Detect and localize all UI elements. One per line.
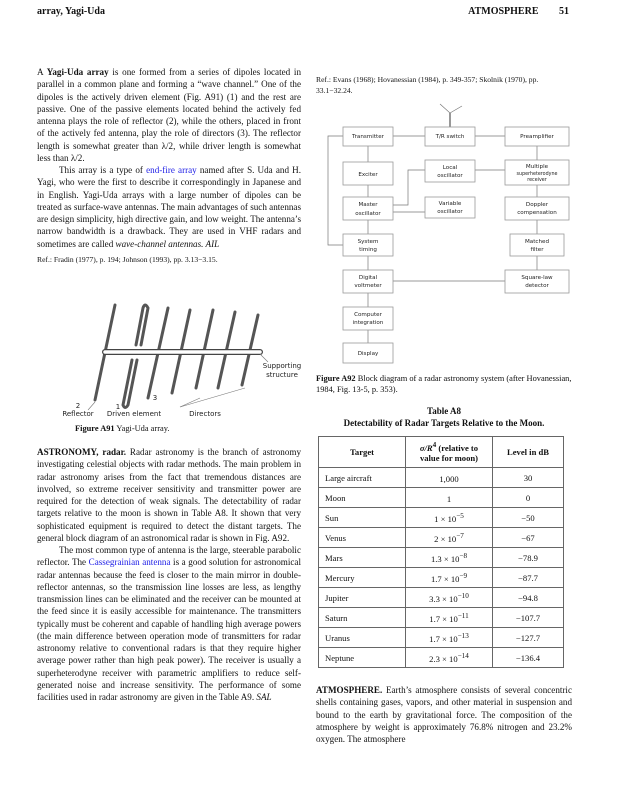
label-1: 1	[115, 403, 121, 411]
block-label: Doppler	[525, 202, 549, 208]
block-computer-integration	[343, 307, 393, 330]
ratio-mantissa: 3.3 × 10	[429, 593, 458, 604]
table-subtitle: Detectability of Radar Targets Relative to the Moon.	[343, 418, 545, 428]
cell-ratio	[406, 588, 493, 608]
ratio-mantissa: 2.3 × 10	[429, 653, 458, 664]
cell-level: −136.4	[493, 648, 564, 668]
block-label: System	[357, 239, 379, 245]
table-row	[319, 568, 564, 588]
block-label: oscillator	[437, 209, 463, 215]
ratio-exponent: −11	[457, 611, 469, 620]
text: Earth’s atmosphere consists of several concentric shells containing gases, vapors, and other material in suspension and bound to the earth by gravitational force. The composition of the atmosphere by weight is approximately 76.8% nitrogen and 23.2% oxygen. The atmosphere	[316, 685, 572, 744]
block-doppler-compensation	[505, 197, 569, 220]
table-row	[319, 528, 564, 548]
reference: Ref.: Fradin (1977), p. 194; Johnson (1993), pp. 3.13−3.15.	[37, 254, 218, 264]
cell-target: Venus	[319, 528, 406, 548]
block-label: Transmitter	[352, 134, 384, 140]
cell-target: Uranus	[319, 628, 406, 648]
table-row	[319, 548, 564, 568]
label-directors: Directors	[189, 410, 221, 418]
table-row	[319, 508, 564, 528]
cell-target: Mercury	[319, 568, 406, 588]
header-target: Target	[319, 437, 406, 468]
block-label: Multiple	[525, 164, 549, 170]
text: This array is a type of	[59, 165, 147, 175]
ratio-mantissa: 1	[446, 493, 452, 504]
table-row	[319, 588, 564, 608]
block-label: Digital	[358, 275, 378, 281]
label-structure: structure	[266, 371, 298, 379]
block-label: filter	[530, 247, 544, 253]
ratio-exponent: −5	[456, 511, 464, 520]
block-label: timing	[359, 247, 377, 253]
ratio-mantissa: 1.7 × 10	[429, 613, 458, 624]
ratio-mantissa: 1 × 10	[434, 513, 457, 524]
cell-ratio	[406, 528, 493, 548]
figure-a92-caption	[316, 373, 572, 395]
cell-target: Saturn	[319, 608, 406, 628]
label-3: 3	[152, 394, 158, 402]
reference: Ref.: Evans (1968); Hovanessian (1984), p. 349-357; Skolnik (1970), pp. 33.1−32.24.	[316, 75, 539, 95]
header-ratio	[406, 437, 493, 468]
block-label: Preamplifier	[520, 134, 554, 140]
text: is a good solution for astronomical radar antennas because the feed is closer to the main mirror in double-reflector antennas, so the transmission line losses are less, as lengthy transmission lines can be eliminated and the receiver can be mounted at the feed since it is easily accessible for maintenance. The transmitters typically must be coherent and capable of handling high average powers (the main difference between operation mode of transmitters for radar astronomy relative to conventional radars is that they require higher average power rather than high peak power). The receiver is usually a superheterodyne receiver with parametric amplifiers to reduce self-generated noise and increase sensitivity. The performance of some facilities used in radar astronomy are given in the Table A9.	[37, 557, 301, 702]
cell-level: −107.7	[493, 608, 564, 628]
entry-term: ATMOSPHERE.	[316, 685, 383, 695]
header-level: Level in dB	[493, 437, 564, 468]
cell-level: −78.9	[493, 548, 564, 568]
ratio-label: (relative to value for moon)	[419, 442, 479, 464]
ratio-exponent: −10	[457, 591, 469, 600]
cell-level: −67	[493, 528, 564, 548]
label-reflector: Reflector	[62, 410, 94, 418]
caption-text: Block diagram of a radar astronomy system (after Hovanessian, 1984, Fig. 13-5, p. 353).	[316, 374, 572, 394]
table-header-row	[319, 437, 564, 468]
text: Radar astronomy is the branch of astronomy investigating celestial objects with radar methods. The main problem in radar astronomy arises from the fact that tremendous distances are involved, so extreme receiver sensitivity and transmitter power are required for the detection of weak signals. The detectability of radar targets relative to the moon is shown in Table A8. It shown that very sophisticated equipment is required to detect the distant targets. The general block diagram of an astronomical radar is shown in Fig. A92.	[37, 447, 301, 543]
caption-number: Figure A91	[75, 424, 115, 433]
cell-ratio	[406, 508, 493, 528]
ratio-exponent: −14	[457, 651, 469, 660]
block-label: Variable	[438, 201, 462, 207]
table-row	[319, 648, 564, 668]
block-label: Matched	[524, 239, 550, 245]
ratio-exponent: −13	[457, 631, 469, 640]
antenna-icon	[440, 104, 462, 127]
author-initials: SAL	[256, 692, 272, 702]
label-2: 2	[75, 402, 81, 410]
radar-block-diagram	[0, 0, 617, 380]
cell-level: 0	[493, 488, 564, 508]
text: is one formed from a series of dipoles located in parallel in a common plane and forming a “wave channel.” One of the dipoles is the actively driven element (Fig. A91) (1) and the rest are passive. One of the passive elements located behind the actively fed antenna plays the role of reflector (2), while the others, placed in front of the actively fed antenna, play the role of directors (3). The reflector length is somewhat greater than λ/2, while driver length is somewhat less than λ/2.	[37, 67, 301, 163]
ratio-mantissa: 1,000	[439, 473, 459, 484]
ratio-exponent: −8	[459, 551, 468, 560]
ratio-mantissa: 2 × 10	[434, 533, 457, 544]
table-title-block	[316, 405, 572, 429]
ratio-exponent: 4	[432, 440, 437, 449]
cell-ratio	[406, 628, 493, 648]
astronomy-entry	[37, 446, 301, 703]
block-label: Exciter	[358, 172, 378, 178]
figure-a91-caption	[75, 423, 169, 434]
cell-ratio	[406, 488, 493, 508]
cell-ratio	[406, 608, 493, 628]
detectability-table	[318, 436, 564, 668]
cell-ratio	[406, 568, 493, 588]
block-label: Display	[357, 351, 379, 357]
cell-level: −127.7	[493, 628, 564, 648]
text: A	[37, 67, 47, 77]
block-label: oscillator	[355, 211, 381, 217]
label-supporting: Supporting	[262, 362, 302, 370]
cell-level: −94.8	[493, 588, 564, 608]
running-header-title: ATMOSPHERE	[468, 6, 539, 17]
block-label: T/R switch	[435, 134, 465, 140]
cassegrainian-antenna-link[interactable]: Cassegrainian antenna	[88, 557, 171, 568]
table-row	[319, 628, 564, 648]
page-number: 51	[559, 6, 569, 17]
cell-target: Large aircraft	[319, 468, 406, 488]
running-header-left: array, Yagi-Uda	[37, 6, 105, 17]
table-row	[319, 468, 564, 488]
block-digital-voltmeter	[343, 270, 393, 293]
ratio-mantissa: 1.7 × 10	[429, 633, 458, 644]
block-label: superheterodyne	[516, 172, 558, 177]
cell-level: −50	[493, 508, 564, 528]
ratio-exponent: −9	[459, 571, 468, 580]
ratio-symbol: σ/R	[419, 442, 433, 453]
cell-level: 30	[493, 468, 564, 488]
block-label: Computer	[354, 312, 382, 318]
table-row	[319, 488, 564, 508]
block-label: oscillator	[437, 173, 463, 179]
block-label: integration	[352, 320, 384, 326]
cell-target: Sun	[319, 508, 406, 528]
block-label: Local	[442, 165, 458, 171]
label-driven-element: Driven element	[106, 410, 162, 418]
ratio-exponent: −7	[456, 531, 464, 540]
ratio-mantissa: 1.7 × 10	[430, 573, 460, 584]
text: The most common type of antenna is the large, steerable parabolic reflector. The	[37, 545, 301, 568]
table-title: Table A8	[427, 406, 461, 416]
block-label: Square-law	[521, 275, 553, 281]
author-initials: wave-channel antennas. AIL	[115, 238, 220, 249]
cell-ratio	[406, 648, 493, 668]
cell-level: −87.7	[493, 568, 564, 588]
entry-term: ASTRONOMY, radar.	[37, 447, 127, 457]
caption-number: Figure A92	[316, 374, 356, 383]
block-label: voltmeter	[354, 283, 382, 289]
entry-term: Yagi-Uda array	[46, 67, 109, 77]
cell-target: Moon	[319, 488, 406, 508]
end-fire-array-link[interactable]: end-fire array	[146, 165, 197, 175]
block-label: compensation	[517, 210, 557, 216]
block-label: Master	[358, 202, 378, 208]
cell-target: Jupiter	[319, 588, 406, 608]
text: named after S. Uda and H. Yagi, who were the first to describe it correspondingly in Japanese and in English. Yagi-Uda arrays with a large number of dipoles can be treated as surface-wave antennas. The main advantages of such antennas are design simplicity, high directive gain, and low weight. The antenna’s narrow bandwidth is a drawback. They are used in VHF radars and sometimes are called	[37, 165, 301, 249]
block-label: detector	[525, 283, 549, 289]
block-square-law-detector	[505, 270, 569, 293]
atmosphere-entry	[316, 684, 572, 745]
ratio-mantissa: 1.3 × 10	[430, 553, 460, 564]
cell-ratio	[406, 468, 493, 488]
block-label: receiver	[527, 178, 547, 183]
cell-target: Neptune	[319, 648, 406, 668]
cell-ratio	[406, 548, 493, 568]
table-row	[319, 608, 564, 628]
caption-text: Yagi-Uda array.	[114, 424, 170, 433]
cell-target: Mars	[319, 548, 406, 568]
